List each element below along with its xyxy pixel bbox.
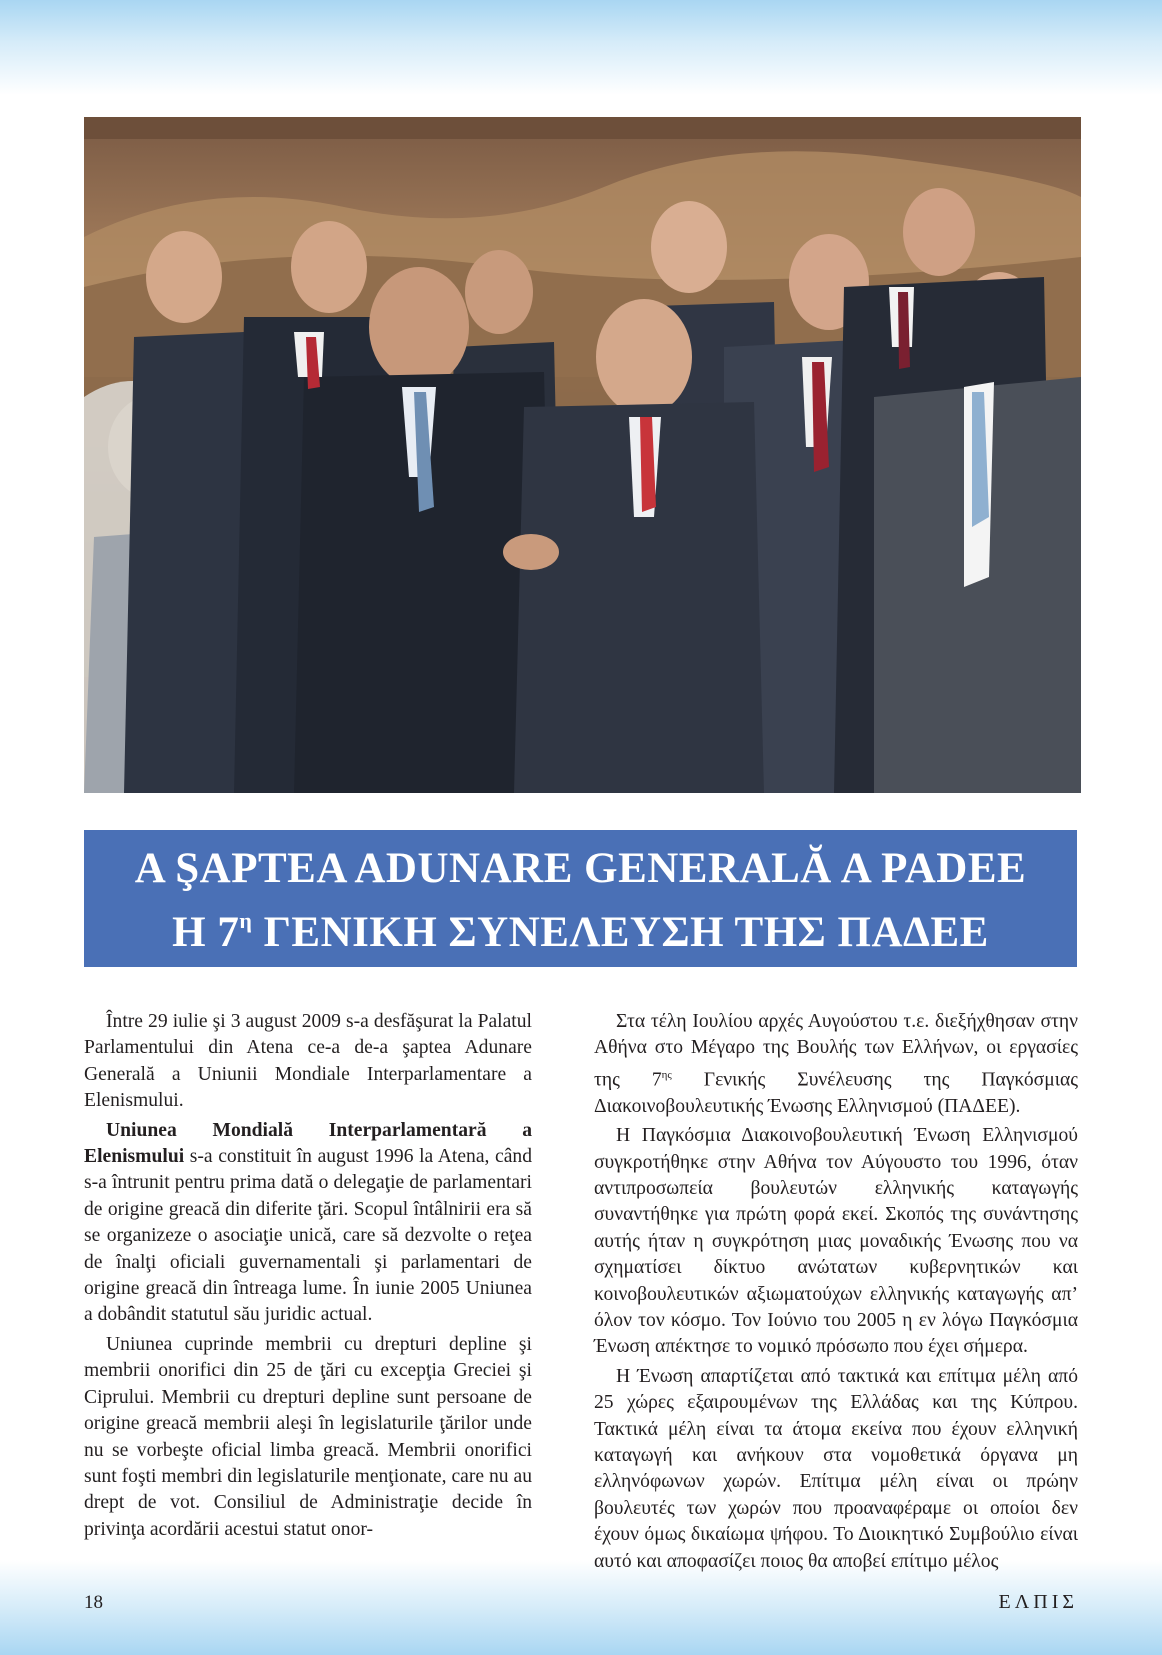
gr-paragraph-1: Στα τέλη Ιουλίου αρχές Αυγούστου τ.ε. διεξήχθησαν στην Αθήνα στο Μέγαρο της Βουλής των Ελλήνων, οι εργασίες της $7^{\eta\varsigma}$ Γενικής Συνέλευσης της Παγκόσμιας Διακοινοβουλευτικής Ένωσης Ελληνισμού (ΠΑΔΕΕ). bbox=[594, 1011, 1078, 1117]
greek-column bbox=[594, 1009, 1078, 1578]
top-gradient bbox=[0, 0, 1162, 95]
romanian-column bbox=[84, 1009, 532, 1546]
gr-paragraph-3: Η Ένωση απαρτίζεται από τακτικά και επίτιμα μέλη από 25 χώρες εξαιρουμένων της Ελλάδας και της Κύπρου. Τακτικά μέλη είναι τα άτομα εκείνα που έχουν ελληνική καταγωγή και ανήκουν στα νομοθετικά όργανα μη ελληνόφωνων χωρών. Επίτιμα μέλη είναι οι πρώην βουλευτές των χωρών που προαναφέραμε οι οποίοι δεν έχουν όμως δικαίωμα ψήφου. Το Διοικητικό Συμβούλιο είναι αυτό και αποφασίζει ποιος θα αποβεί επίτιμο μέλος bbox=[594, 1365, 1078, 1572]
ro-paragraph-1: Între 29 iulie şi 3 august 2009 s-a desfăşurat la Palatul Parlamentului din Atena ce-a de-a şaptea Adunare Generală a Uniunii Mondiale Interparlamentare a Elenismului. bbox=[84, 1011, 532, 1112]
page-number: 18 bbox=[84, 1592, 103, 1613]
title-greek: Η $7^\eta$ ΓΕΝΙΚΗ ΣΥΝΕΛΕΥΣΗ ΤΗΣ ΠΑΔΕΕ bbox=[172, 908, 989, 956]
title-romanian: A ŞAPTEA ADUNARE GENERALĂ A PADEE bbox=[134, 845, 1027, 892]
gr-paragraph-2: Η Παγκόσμια Διακοινοβουλευτική Ένωση Ελληνισμού συγκροτήθηκε στην Αθήνα τον Αύγουστο του 1996, όταν αντιπροσωπεία βουλευτών ελληνικής καταγωγής συναντήθηκε για πρώτη φορά εκεί. Σκοπός της συνάντησης αυτής ήταν η συγκρότηση μιας μοναδικής Ένωσης που να σχηματίσει δίκτυο ανώτατων κυβερνητικών και κοινοβουλευτικών αξιωματούχων ελληνικής καταγωγής απ’ όλον τον κόσμο. Τον Ιούνιο του 2005 η εν λόγω Παγκόσμια Ένωση απέκτησε το νομικό πρόσωπο που έχει σήμερα. bbox=[594, 1125, 1078, 1358]
group-photo bbox=[84, 117, 1081, 793]
magazine-name: ΕΛΠΙΣ bbox=[998, 1591, 1078, 1613]
ro-paragraph-2: Uniunea Mondială Interparlamentară a Elenismului s-a constituit în august 1996 la Atena, când s-a întrunit pentru prima dată o delegaţie de parlamentari de origine greacă din diferite ţări. Scopul întâlnirii era să se organizeze o asociaţie unică, care să dezvolte o reţea de înalţi oficiali guvernamentali şi parlamentari de origine greacă din întreaga lume. În iunie 2005 Uniunea a dobândit statutul său juridic actual. bbox=[84, 1119, 532, 1326]
title-banner bbox=[84, 830, 1077, 967]
ro-paragraph-3: Uniunea cuprinde membrii cu drepturi depline şi membrii onorifici din 25 de ţări cu excepţia Greciei şi Ciprului. Membrii cu drepturi depline sunt persoane de origine greacă membrii aleşi în legislaturile ţărilor unde nu se vorbeşte oficial limba greacă. Membrii onorifici sunt foşti membri din legislaturile menţionate, care nu au drept de vot. Consiliul de Administraţie decide în privinţa acordării acestui statut onor- bbox=[84, 1333, 532, 1540]
